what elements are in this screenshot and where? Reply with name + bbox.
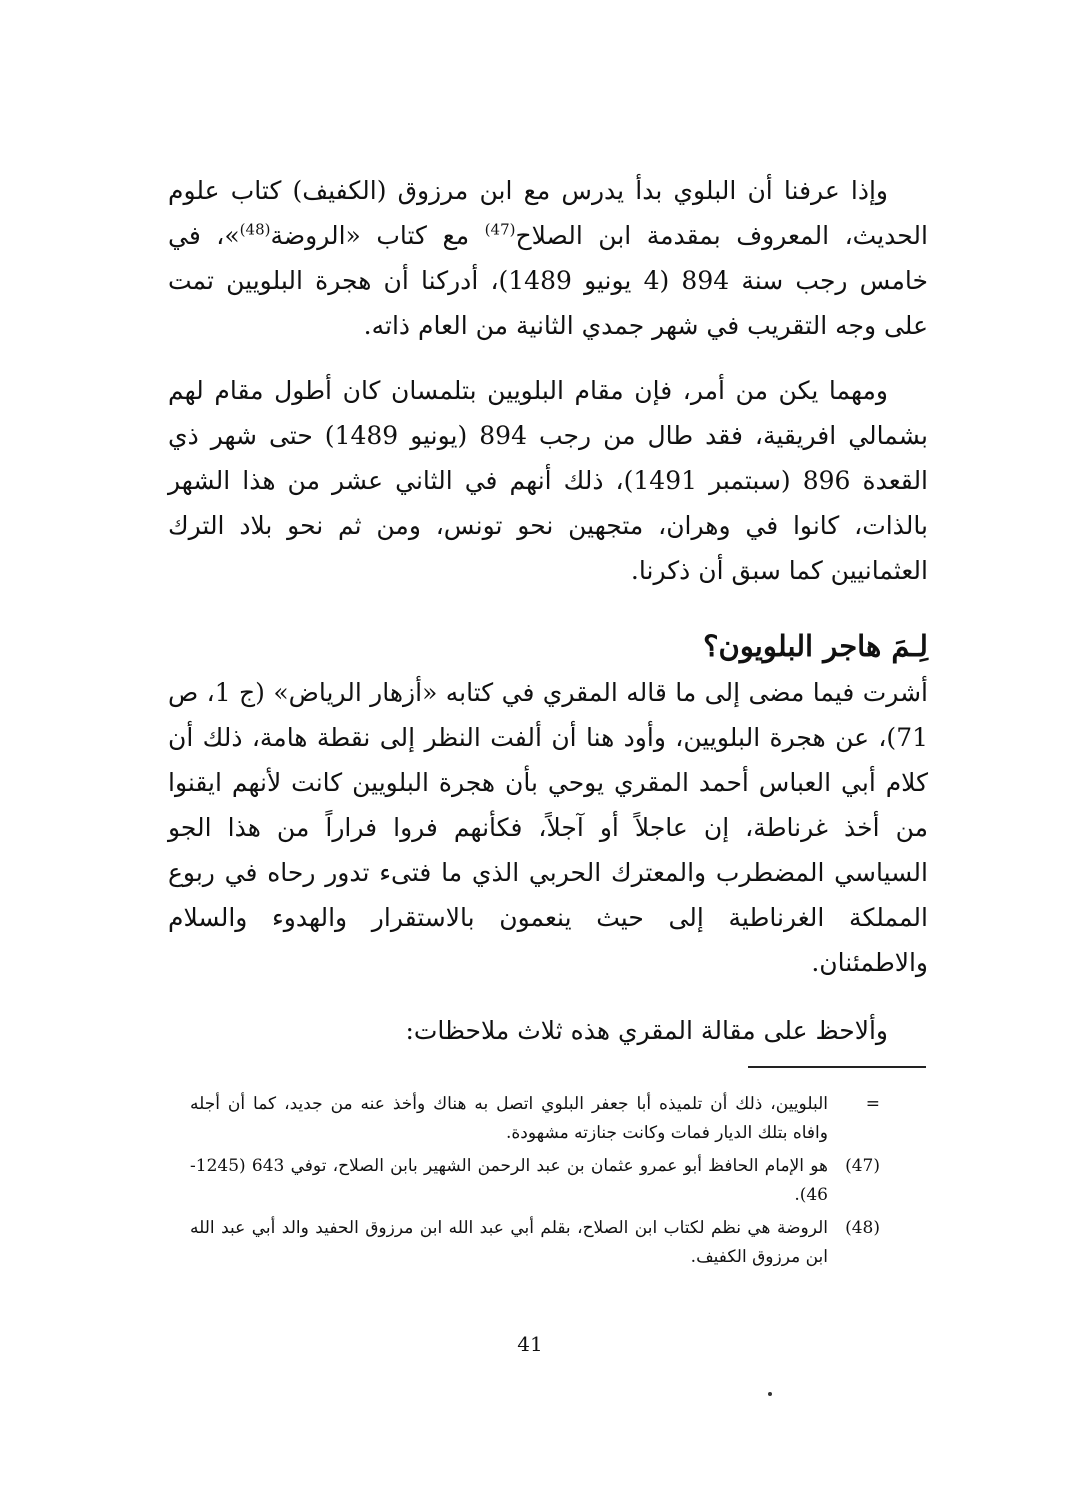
paragraph-3-text: أشرت فيما مضى إلى ما قاله المقري في كتابه «أزهار الرياض» (ج 1، ص 71)، عن هجرة البلويين، وأود هنا أن ألفت النظر إلى نقطة هامة، ذلك أن كلام أبي العباس أحمد المقري يوحي بأن هجرة البلويين كانت لأنهم ايقنوا من أخذ غرناطة، إن عاجلاً أو آجلاً، فكأنهم فروا فراراً من هذا الجو السياسي المضطرب والمعترك الحربي الذي ما فتىء تدور رحاه في ربوع المملكة الغرناطية إلى حيث ينعمون بالاستقرار والهدوء والسلام والاطمئنان. <box>168 678 928 977</box>
page-number: 41 <box>517 1332 543 1356</box>
footnote-separator <box>748 1066 926 1068</box>
section-heading: لِـمَ هاجر البلويون؟ <box>703 629 928 663</box>
footnote-48 <box>190 1214 880 1272</box>
footnote-text: الروضة هي نظم لكتاب ابن الصلاح، بقلم أبي عبد الله ابن مرزوق الحفيد والد أبي عبد الله ابن مرزوق الكفيف. <box>190 1218 828 1267</box>
footnote-marker: (47) <box>845 1156 880 1176</box>
paragraph-1-text-a: وإذا عرفنا أن البلوي بدأ يدرس مع ابن مرزوق (الكفيف) كتاب علوم الحديث، المعروف بمقدمة ابن الصلاح <box>168 176 928 250</box>
footnote-marker: = <box>865 1094 880 1114</box>
paragraph-2 <box>168 368 928 593</box>
scan-dot <box>768 1392 772 1396</box>
paragraph-1-text-b: مع كتاب «الروضة <box>270 221 485 250</box>
footnote-47 <box>190 1152 880 1210</box>
footnote-continuation <box>190 1090 880 1148</box>
paragraph-2-text: ومهما يكن من أمر، فإن مقام البلويين بتلمسان كان أطول مقام لهم بشمالي افريقية، فقد طال من رجب 894 (يونيو 1489) حتى شهر ذي القعدة 896 (سبتمبر 1491)، ذلك أنهم في الثاني عشر من هذا الشهر بالذات، كانوا في وهران، متجهين نحو تونس، ومن ثم نحو بلاد الترك العثمانيين كما سبق أن ذكرنا. <box>168 376 929 585</box>
footnote-ref-48: (48) <box>239 220 271 239</box>
footnote-text: البلويين، ذلك أن تلميذه أبا جعفر البلوي اتصل به هناك وأخذ عنه من جديد، كما أن أجله وافاه بتلك الديار فمات وكانت جنازته مشهودة. <box>190 1094 828 1143</box>
footnote-ref-47: (47) <box>484 220 516 239</box>
footnotes-section <box>190 1090 880 1276</box>
footnote-text: هو الإمام الحافظ أبو عمرو عثمان بن عبد الرحمن الشهير بابن الصلاح، توفي 643 (1245-46). <box>190 1156 828 1205</box>
paragraph-1 <box>168 168 928 348</box>
paragraph-3 <box>168 670 928 985</box>
paragraph-4-text: وألاحظ على مقالة المقري هذه ثلاث ملاحظات: <box>405 1016 888 1045</box>
paragraph-4 <box>168 1008 888 1053</box>
paragraph-1-text-c: »، في خامس رجب سنة 894 (4 يونيو 1489)، أدركنا أن هجرة البلويين تمت على وجه التقريب في شهر جمدي الثانية من العام ذاته. <box>168 221 928 340</box>
footnote-marker: (48) <box>845 1218 880 1238</box>
